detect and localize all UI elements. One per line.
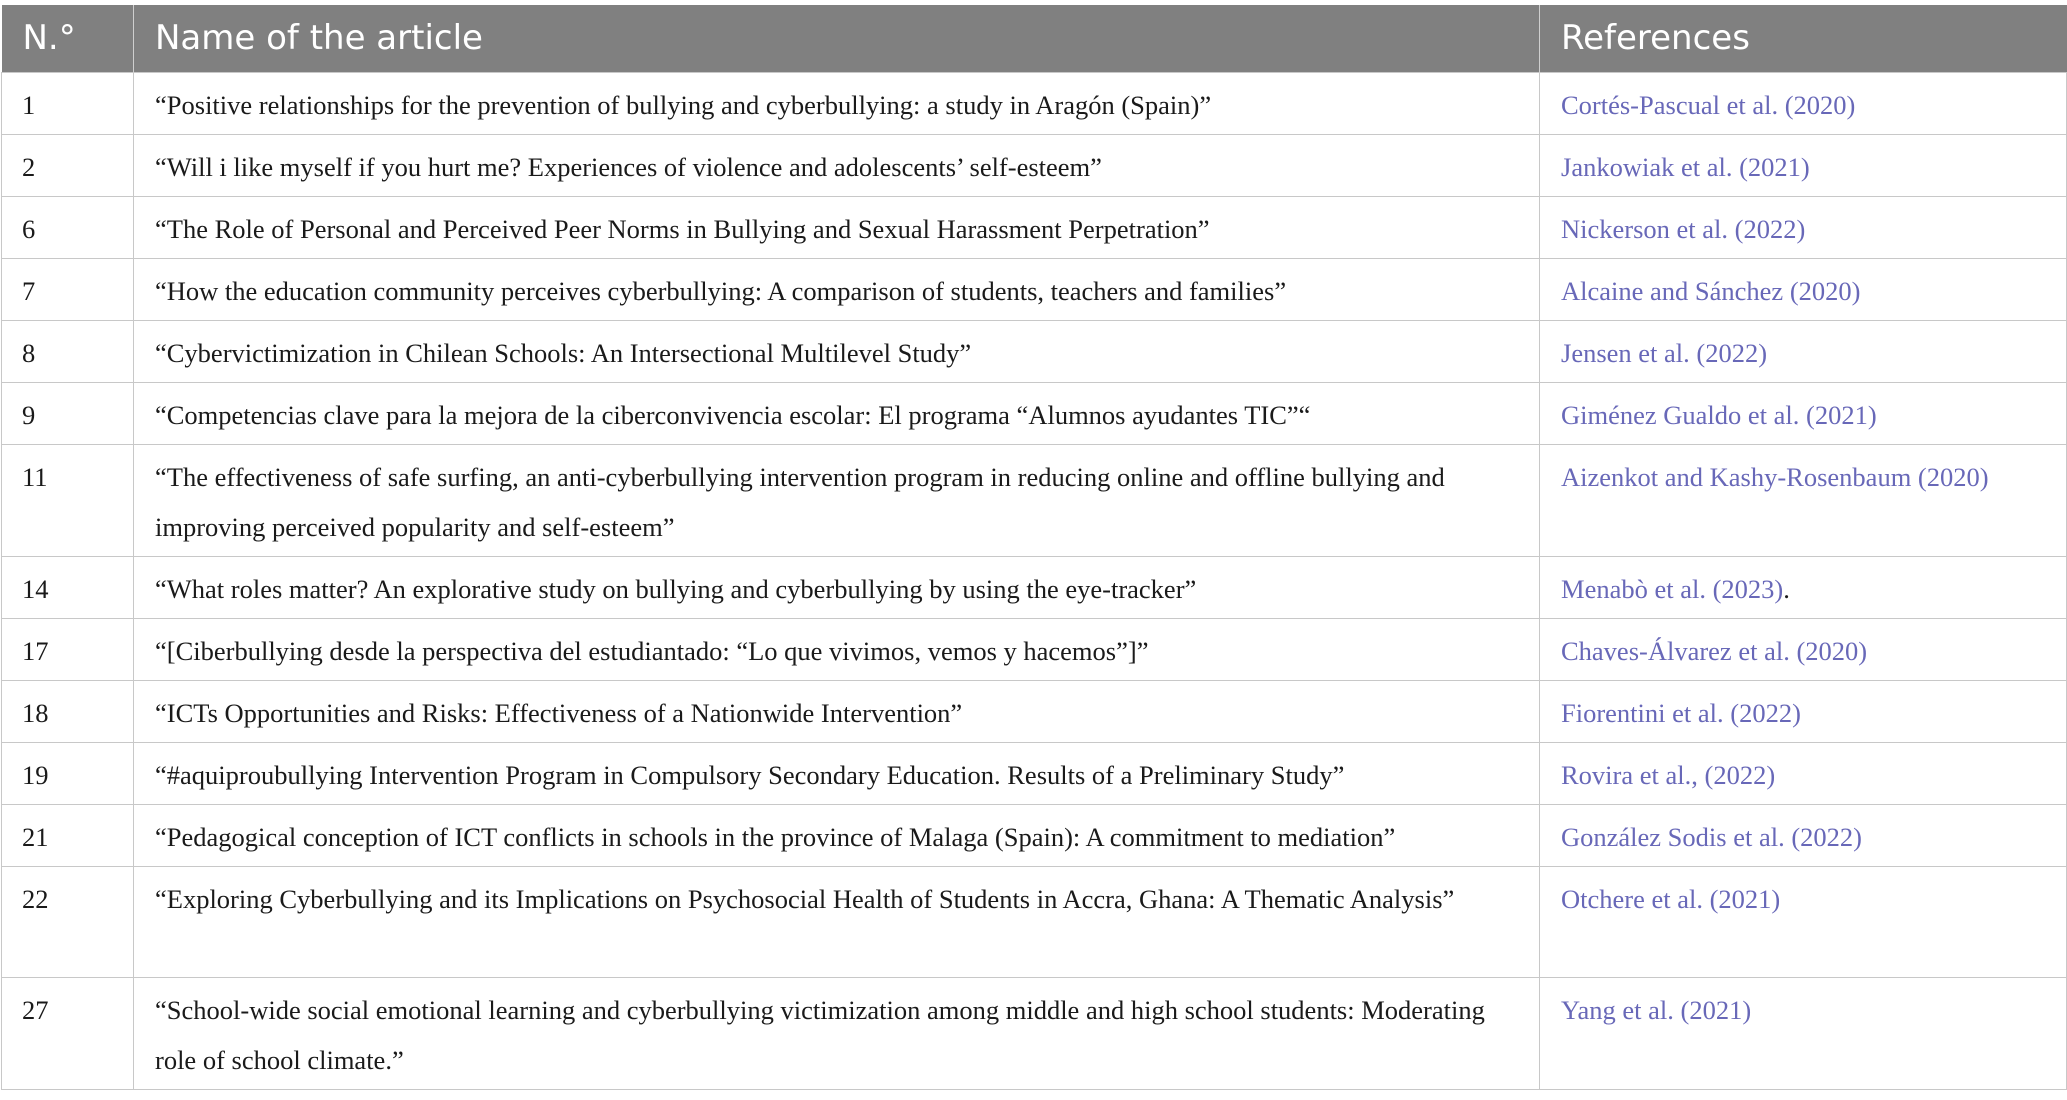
article-number: 1 [2,72,134,134]
article-number: 22 [2,866,134,977]
reference-cell [1540,680,2067,742]
reference-cell [1540,804,2067,866]
table-row [2,742,2067,804]
reference-cell [1540,134,2067,196]
article-number: 14 [2,556,134,618]
table-row [2,866,2067,977]
reference-cell [1540,742,2067,804]
article-name: “Will i like myself if you hurt me? Experiences of violence and adolescents’ self-esteem” [134,134,1540,196]
table-row [2,556,2067,618]
reference-link[interactable]: Otchere et al. (2021) [1561,883,1781,914]
reference-link[interactable]: Jensen et al. (2022) [1561,337,1768,368]
header-article-name: Name of the article [134,5,1540,72]
reference-link[interactable]: Nickerson et al. (2022) [1561,213,1806,244]
article-number: 27 [2,977,134,1089]
table-row [2,680,2067,742]
article-name: “Cybervictimization in Chilean Schools: An Intersectional Multilevel Study” [134,320,1540,382]
header-row [2,5,2067,72]
article-number: 17 [2,618,134,680]
table-row [2,258,2067,320]
article-name: “Positive relationships for the prevention of bullying and cyberbullying: a study in Aragón (Spain)” [134,72,1540,134]
table-row [2,320,2067,382]
reference-link[interactable]: González Sodis et al. (2022) [1561,821,1862,852]
reference-cell [1540,382,2067,444]
reference-link[interactable]: Yang et al. (2021) [1561,994,1752,1025]
reference-cell [1540,556,2067,618]
reference-cell [1540,196,2067,258]
article-number: 21 [2,804,134,866]
article-number: 7 [2,258,134,320]
reference-cell [1540,618,2067,680]
articles-table [1,5,2067,1090]
reference-link[interactable]: Alcaine and Sánchez (2020) [1561,275,1861,306]
table-row [2,977,2067,1089]
reference-link[interactable]: Cortés-Pascual et al. (2020) [1561,89,1856,120]
table-row [2,618,2067,680]
article-name: “Exploring Cyberbullying and its Implications on Psychosocial Health of Students in Accra, Ghana: A Thematic Analysis” [134,866,1540,977]
table-row [2,134,2067,196]
article-number: 2 [2,134,134,196]
article-number: 19 [2,742,134,804]
header-number: N.° [2,5,134,72]
table-row [2,196,2067,258]
article-number: 11 [2,444,134,556]
article-name: “[Ciberbullying desde la perspectiva del estudiantado: “Lo que vivimos, vemos y hacemos”]” [134,618,1540,680]
reference-cell [1540,258,2067,320]
reference-cell [1540,320,2067,382]
reference-cell [1540,72,2067,134]
table-row [2,804,2067,866]
article-number: 18 [2,680,134,742]
reference-link[interactable]: Fiorentini et al. (2022) [1561,697,1801,728]
article-name: “School-wide social emotional learning and cyberbullying victimization among middle and high school students: Moderating role of school climate.” [134,977,1540,1089]
reference-link[interactable]: Giménez Gualdo et al. (2021) [1561,399,1877,430]
table-row [2,72,2067,134]
article-name: “How the education community perceives cyberbullying: A comparison of students, teachers and families” [134,258,1540,320]
reference-link[interactable]: Rovira et al., (2022) [1561,759,1776,790]
article-number: 6 [2,196,134,258]
article-name: “The Role of Personal and Perceived Peer Norms in Bullying and Sexual Harassment Perpetration” [134,196,1540,258]
reference-link[interactable]: Aizenkot and Kashy-Rosenbaum (2020) [1561,461,1989,492]
table-body [2,72,2067,1089]
article-number: 8 [2,320,134,382]
article-name: “Competencias clave para la mejora de la ciberconvivencia escolar: El programa “Alumnos ayudantes TIC”“ [134,382,1540,444]
article-name: “#aquiproubullying Intervention Program in Compulsory Secondary Education. Results of a Preliminary Study” [134,742,1540,804]
article-number: 9 [2,382,134,444]
reference-cell [1540,444,2067,556]
table-header [2,5,2067,72]
article-name: “Pedagogical conception of ICT conflicts in schools in the province of Malaga (Spain): A commitment to mediation” [134,804,1540,866]
table-row [2,444,2067,556]
reference-cell [1540,866,2067,977]
article-name: “What roles matter? An explorative study on bullying and cyberbullying by using the eye-tracker” [134,556,1540,618]
reference-link[interactable]: Chaves-Álvarez et al. (2020) [1561,635,1868,666]
table-row [2,382,2067,444]
header-references: References [1540,5,2067,72]
reference-link[interactable]: Jankowiak et al. (2021) [1561,151,1810,182]
reference-suffix: . [1783,573,1790,604]
article-name: “ICTs Opportunities and Risks: Effectiveness of a Nationwide Intervention” [134,680,1540,742]
reference-link[interactable]: Menabò et al. (2023) [1561,573,1784,604]
article-name: “The effectiveness of safe surfing, an anti-cyberbullying intervention program in reducing online and offline bullying and improving perceived popularity and self-esteem” [134,444,1540,556]
reference-cell [1540,977,2067,1089]
